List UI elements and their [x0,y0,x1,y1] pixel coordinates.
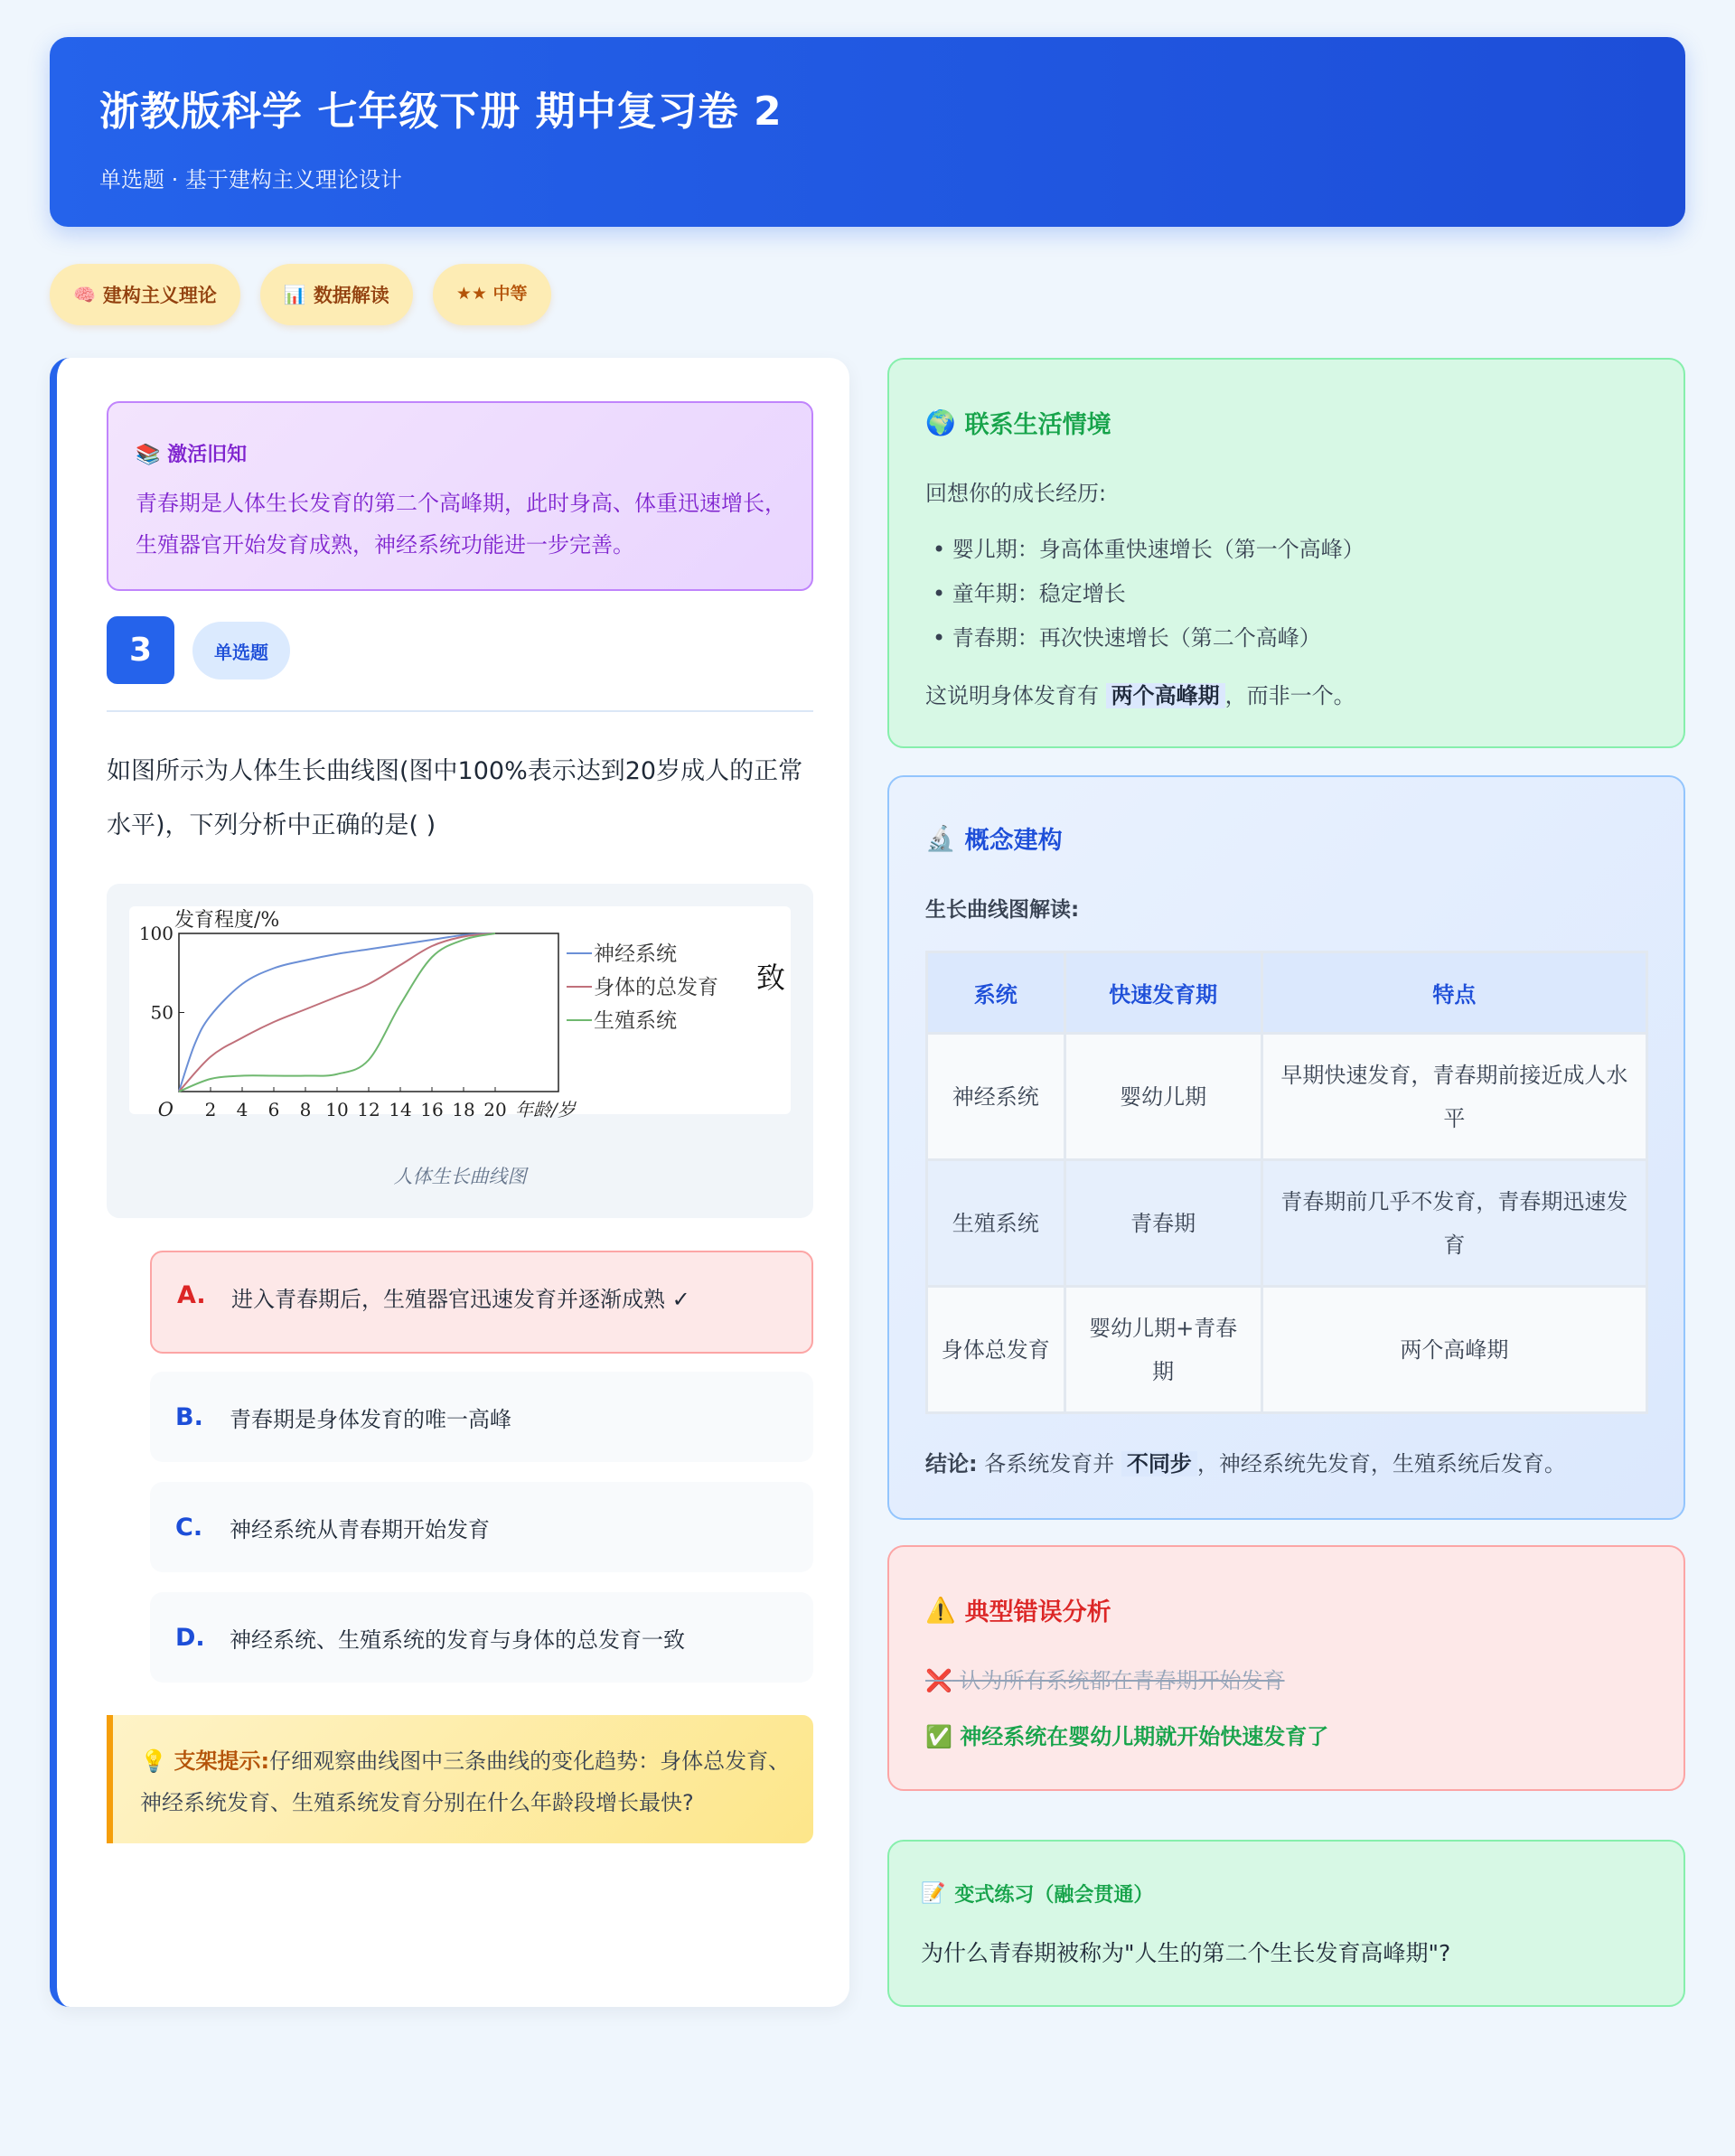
legend-label: 生殖系统 [594,1009,677,1033]
origin-label: O [157,1099,174,1120]
x-tick-label: 2 [204,1099,217,1120]
x-tick-label: 10 [325,1099,349,1120]
column-header: 系统 [927,952,1065,1034]
tag-label: 建构主义理论 [102,285,217,306]
hint-box [107,1715,813,1843]
table-cell: 生殖系统 [927,1160,1065,1287]
concept-conclusion [925,1446,1566,1477]
table-cell: 早期快速发育，青春期前接近成人水平 [1261,1034,1646,1160]
books-icon: 📚 [136,444,161,466]
question-card [50,358,849,2007]
option-b[interactable] [150,1372,813,1462]
x-axis-label: 年龄/岁 [515,1099,576,1120]
table-row [927,1287,1647,1413]
x-tick-label: 12 [357,1099,380,1120]
option-letter: B. [175,1402,203,1431]
variation-panel [887,1840,1685,2007]
table-header-row [927,952,1647,1034]
recall-box [107,401,813,591]
concept-conclusion-pre: 各系统发育并 [984,1451,1115,1476]
x-tick-label: 6 [267,1099,280,1120]
legend-label: 身体的总发育 [594,976,718,999]
memo-icon: 📝 [921,1882,946,1905]
life-conclusion-post: ，而非一个。 [1224,683,1355,708]
cross-icon: ❌ [925,1668,952,1693]
series-line-1 [179,933,495,1092]
life-conclusion-highlight: 两个高峰期 [1106,683,1225,708]
recall-body: 青春期是人体生长发育的第二个高峰期，此时身高、体重迅速增长，生殖器官开始发育成熟，神经系统功能进一步完善。 [136,491,786,558]
globe-icon: 🌍 [925,408,956,437]
page-header [50,37,1685,227]
table-cell: 身体总发育 [927,1287,1065,1413]
error-title-text: 典型错误分析 [964,1598,1111,1626]
recall-title [136,439,247,467]
chart-frame [179,933,558,1092]
bar-chart-icon: 📊 [283,284,306,305]
life-item: • 青春期：再次快速增长（第二个高峰） [933,625,1321,651]
variation-question: 为什么青春期被称为"人生的第二个生长发育高峰期"? [921,1940,1451,1966]
right-statement [925,1719,1328,1750]
wrong-text: 认为所有系统都在青春期开始发育 [959,1668,1285,1693]
life-item: • 婴儿期：身高体重快速增长（第一个高峰） [933,537,1365,562]
warning-icon: ⚠️ [925,1596,956,1625]
column-header: 特点 [1261,952,1646,1034]
error-title [925,1592,1111,1627]
life-title [925,405,1111,440]
tag-list [50,264,551,325]
option-text: 神经系统、生殖系统的发育与身体的总发育一致 [230,1626,685,1653]
difficulty-label: ★★ 中等 [455,284,528,304]
legend-label: 神经系统 [594,942,677,966]
life-title-text: 联系生活情境 [964,411,1111,439]
variation-title [921,1879,1153,1908]
recall-title-text: 激活旧知 [167,444,248,466]
tag-data-reading [260,264,413,325]
y-axis-label: 发育程度/% [174,909,280,932]
concept-conclusion-label: 结论: [925,1451,978,1476]
y-tick-label: 50 [150,1001,174,1024]
figure-caption: 人体生长曲线图 [393,1166,527,1187]
concept-conclusion-post: ，神经系统先发育，生殖系统后发育。 [1196,1451,1566,1476]
divider [107,710,813,712]
option-text: 青春期是身体发育的唯一高峰 [230,1406,511,1432]
x-tick-label: 20 [483,1099,507,1120]
option-text: 神经系统从青春期开始发育 [230,1516,490,1542]
error-analysis-panel [887,1545,1685,1791]
page-subtitle: 单选题 · 基于建构主义理论设计 [99,167,402,192]
page-title: 浙教版科学 七年级下册 期中复习卷 2 [99,89,783,135]
option-letter: A. [177,1281,206,1309]
series-line-2 [179,933,495,1092]
life-context-panel [887,358,1685,748]
lightbulb-icon: 💡 [140,1748,167,1774]
concept-subtitle: 生长曲线图解读: [925,898,1080,922]
question-number: 3 [107,616,174,684]
table-row [927,1034,1647,1160]
x-tick-label: 18 [452,1099,475,1120]
growth-chart [129,897,791,1123]
tag-difficulty [433,264,551,325]
concept-title-text: 概念建构 [964,827,1063,855]
right-text: 神经系统在婴幼儿期就开始快速发育了 [960,1724,1329,1749]
brain-icon: 🧠 [73,284,96,305]
y-tick-label: 100 [138,923,174,944]
option-d[interactable] [150,1592,813,1683]
x-tick-label: 16 [420,1099,444,1120]
table-cell: 婴幼儿期+青春期 [1064,1287,1261,1413]
option-letter: D. [175,1623,205,1652]
x-tick-label: 8 [299,1099,312,1120]
check-icon: ✅ [925,1724,952,1749]
table-cell: 婴幼儿期 [1064,1034,1261,1160]
legend-tail-char: 致 [756,961,786,995]
microscope-icon: 🔬 [925,824,956,853]
tag-label: 数据解读 [313,285,389,306]
option-text: 进入青春期后，生殖器官迅速发育并逐渐成熟 ✓ [231,1287,690,1312]
concept-panel [887,775,1685,1520]
concept-title [925,820,1063,856]
table-cell: 青春期前几乎不发育，青春期迅速发育 [1261,1160,1646,1287]
table-row [927,1160,1647,1287]
question-type-badge: 单选题 [192,622,290,680]
hint-body: 仔细观察曲线图中三条曲线的变化趋势：身体总发育、神经系统发育、生殖系统发育分别在什么年龄段增长最快? [140,1748,791,1815]
column-header: 快速发育期 [1064,952,1261,1034]
variation-title-text: 变式练习（融会贯通） [954,1884,1154,1907]
figure-box [107,884,813,1218]
option-a[interactable] [150,1251,813,1354]
table-cell: 神经系统 [927,1034,1065,1160]
option-c[interactable] [150,1482,813,1572]
table-cell: 两个高峰期 [1261,1287,1646,1413]
series-line-3 [179,933,495,1092]
concept-conclusion-highlight: 不同步 [1121,1451,1197,1476]
hint-text [140,1740,791,1823]
option-letter: C. [175,1513,203,1542]
concept-table [925,951,1648,1414]
life-conclusion [925,678,1355,709]
table-cell: 青春期 [1064,1160,1261,1287]
hint-label: 支架提示: [174,1748,270,1774]
x-tick-label: 14 [389,1099,412,1120]
life-intro: 回想你的成长经历: [925,481,1107,506]
wrong-statement [925,1663,1285,1694]
x-tick-label: 4 [236,1099,249,1120]
life-conclusion-pre: 这说明身体发育有 [925,683,1099,708]
life-item: • 童年期：稳定增长 [933,581,1126,606]
question-stem: 如图所示为人体生长曲线图(图中100%表示达到20岁成人的正常水平)，下列分析中正确的是( ) [107,757,803,839]
tag-constructivism [50,264,240,325]
